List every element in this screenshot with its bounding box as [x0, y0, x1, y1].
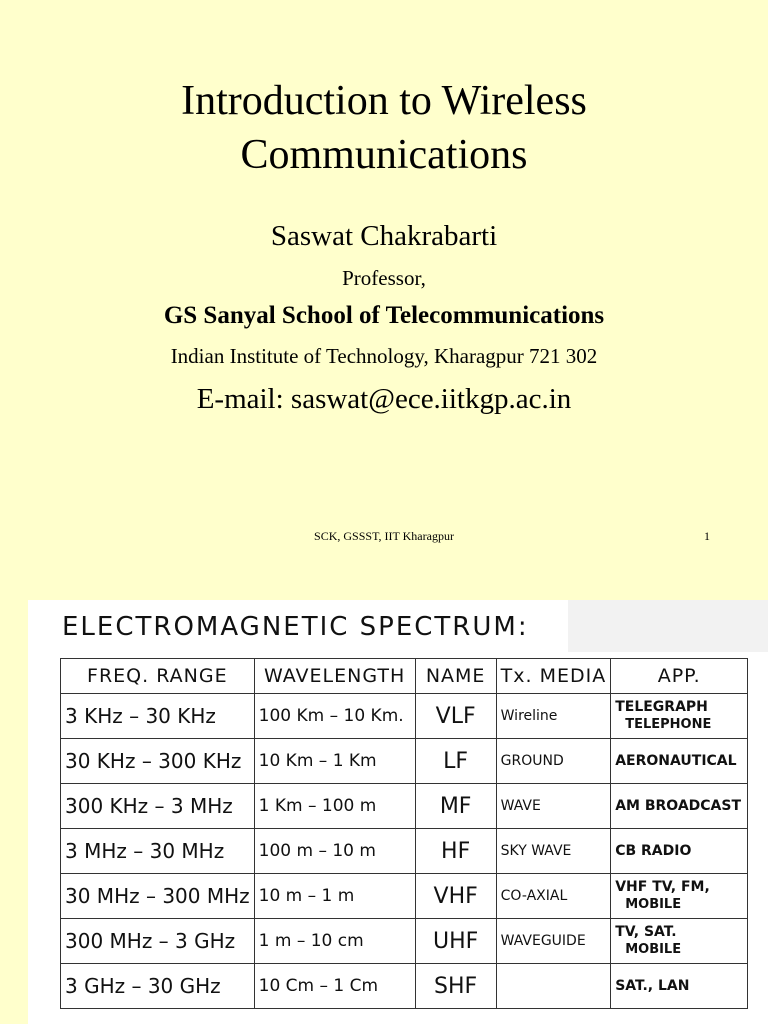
- app-cell: [611, 739, 748, 784]
- table-header-row: [61, 659, 748, 694]
- author-role: Professor,: [342, 266, 426, 290]
- band-name-cell: VLF: [415, 694, 496, 739]
- app-subtext: TELEPHONE: [625, 717, 712, 732]
- media-cell: GROUND: [496, 739, 611, 784]
- scan-shade: [568, 600, 768, 652]
- spectrum-title: ELECTROMAGNETIC SPECTRUM:: [62, 612, 529, 642]
- scan-title-area: [28, 600, 568, 656]
- media-cell: WAVE: [496, 784, 611, 829]
- header-app: APP.: [611, 659, 748, 694]
- band-name-cell: UHF: [415, 919, 496, 964]
- header-freq-range: FREQ. RANGE: [61, 659, 255, 694]
- media-cell: Wireline: [496, 694, 611, 739]
- app-text: VHF TV, FM,: [615, 879, 710, 895]
- wavelength-cell: 1 m – 10 cm: [254, 919, 415, 964]
- media-cell: SKY WAVE: [496, 829, 611, 874]
- band-name-cell: LF: [415, 739, 496, 784]
- freq-cell: 3 MHz – 30 MHz: [61, 829, 255, 874]
- wavelength-cell: 100 Km – 10 Km.: [254, 694, 415, 739]
- table-row: [61, 829, 748, 874]
- band-name-cell: SHF: [415, 964, 496, 1009]
- app-text: AERONAUTICAL: [615, 752, 737, 769]
- band-name-cell: VHF: [415, 874, 496, 919]
- table-row: [61, 964, 748, 1009]
- band-name-cell: MF: [415, 784, 496, 829]
- table-row: [61, 694, 748, 739]
- title-line-1: Introduction to Wireless: [181, 78, 587, 124]
- institute-address: Indian Institute of Technology, Kharagpur 721 302: [170, 344, 598, 368]
- wavelength-cell: 10 Cm – 1 Cm: [254, 964, 415, 1009]
- band-name-cell: HF: [415, 829, 496, 874]
- header-wavelength: WAVELENGTH: [254, 659, 415, 694]
- spectrum-table: [60, 658, 748, 1009]
- slide-footer: SCK, GSSST, IIT Kharagpur: [314, 529, 454, 543]
- freq-cell: 3 KHz – 30 KHz: [61, 694, 255, 739]
- media-cell: WAVEGUIDE: [496, 919, 611, 964]
- app-cell: [611, 694, 748, 739]
- table-row: [61, 919, 748, 964]
- email-address: E-mail: saswat@ece.iitkgp.ac.in: [196, 383, 572, 415]
- freq-cell: 30 MHz – 300 MHz: [61, 874, 255, 919]
- freq-cell: 300 KHz – 3 MHz: [61, 784, 255, 829]
- title-line-2: Communications: [240, 132, 528, 178]
- media-cell: [496, 964, 611, 1009]
- app-cell: [611, 874, 748, 919]
- freq-cell: 300 MHz – 3 GHz: [61, 919, 255, 964]
- table-row: [61, 874, 748, 919]
- spectrum-scan: [28, 600, 768, 1024]
- app-text: TELEGRAPH: [615, 699, 708, 715]
- freq-cell: 30 KHz – 300 KHz: [61, 739, 255, 784]
- freq-cell: 3 GHz – 30 GHz: [61, 964, 255, 1009]
- header-name: NAME: [415, 659, 496, 694]
- author-name: Saswat Chakrabarti: [270, 220, 498, 252]
- app-cell: [611, 919, 748, 964]
- table-row: [61, 739, 748, 784]
- wavelength-cell: 100 m – 10 m: [254, 829, 415, 874]
- app-subtext: MOBILE: [625, 897, 682, 912]
- school-name: GS Sanyal School of Telecommunications: [163, 302, 605, 329]
- app-cell: [611, 964, 748, 1009]
- app-subtext: MOBILE: [625, 942, 682, 957]
- app-cell: [611, 829, 748, 874]
- page-number: 1: [704, 529, 710, 543]
- slide-title: [0, 74, 768, 182]
- media-cell: CO-AXIAL: [496, 874, 611, 919]
- wavelength-cell: 10 Km – 1 Km: [254, 739, 415, 784]
- header-tx-media: Tx. MEDIA: [496, 659, 611, 694]
- app-text: SAT., LAN: [615, 977, 690, 994]
- app-text: TV, SAT.: [615, 924, 677, 940]
- app-text: AM BROADCAST: [615, 797, 742, 814]
- app-cell: [611, 784, 748, 829]
- app-text: CB RADIO: [615, 842, 692, 859]
- wavelength-cell: 10 m – 1 m: [254, 874, 415, 919]
- wavelength-cell: 1 Km – 100 m: [254, 784, 415, 829]
- table-row: [61, 784, 748, 829]
